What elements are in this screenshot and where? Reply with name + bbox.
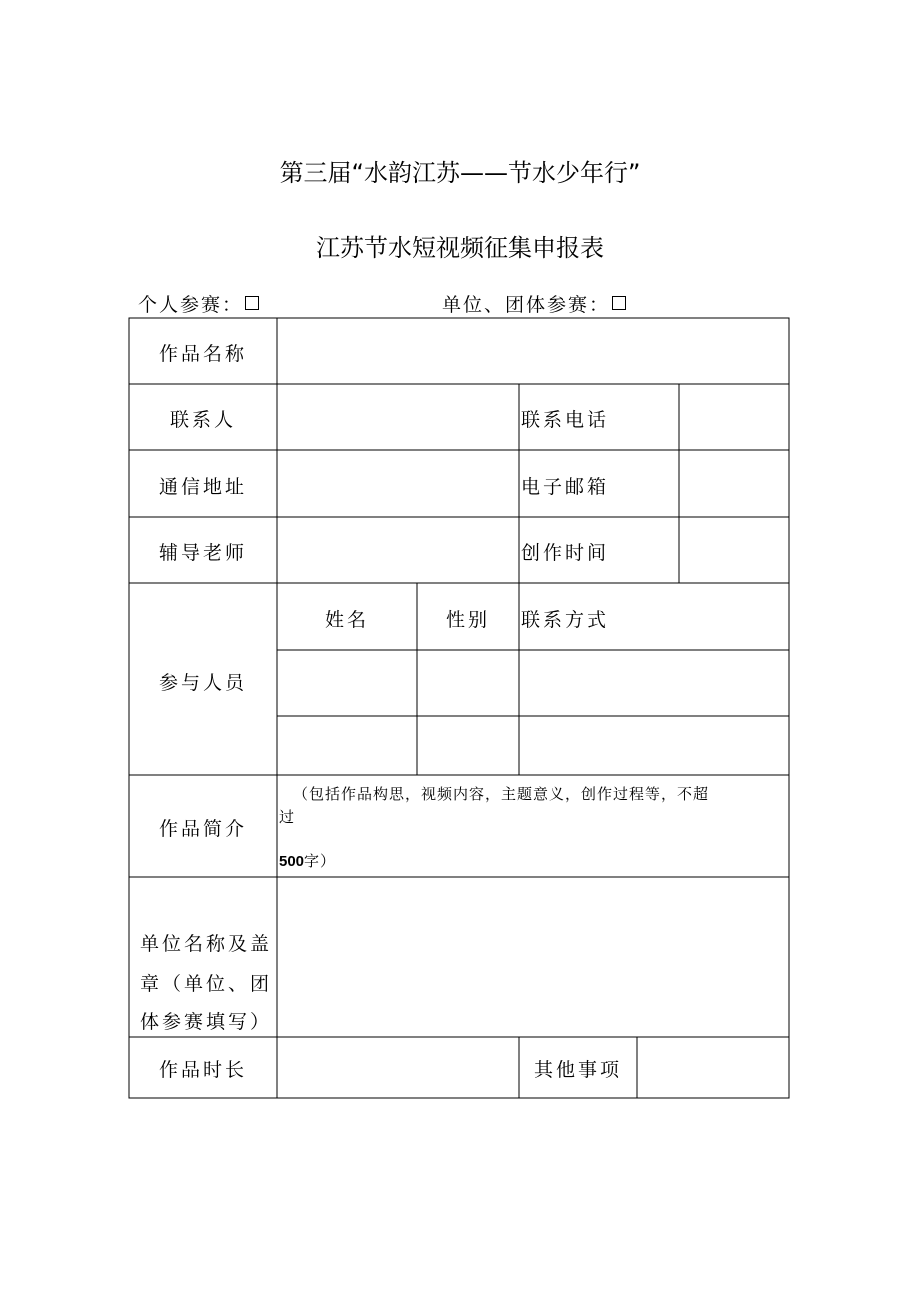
intro-hint-line1: （包括作品构思，视频内容，主题意义，创作过程等，不超 <box>293 785 710 803</box>
form-title-line1: 第三届“水韵江苏——节水少年行” <box>279 159 641 187</box>
duration-field[interactable] <box>279 1039 517 1096</box>
participant-name-field[interactable] <box>279 718 415 773</box>
work-name-field[interactable] <box>279 320 787 382</box>
tutor-field[interactable] <box>279 519 517 581</box>
header-gender: 性别 <box>445 609 490 631</box>
unit-seal-field[interactable] <box>279 879 787 1035</box>
individual-participation-label: 个人参赛： <box>138 294 244 316</box>
label-contact-phone: 联系电话 <box>521 409 610 431</box>
other-field[interactable] <box>639 1039 787 1096</box>
intro-hint-line3 <box>279 850 336 871</box>
label-unit-line3: 体参赛填写） <box>140 1011 273 1033</box>
label-creation-time: 创作时间 <box>521 542 610 564</box>
form-title-line2: 江苏节水短视频征集申报表 <box>316 234 604 262</box>
participant-contact-field[interactable] <box>521 718 787 773</box>
header-name: 姓名 <box>324 609 369 631</box>
label-work-name: 作品名称 <box>158 343 247 365</box>
label-address: 通信地址 <box>158 476 247 498</box>
participant-gender-field[interactable] <box>419 718 517 773</box>
contact-person-field[interactable] <box>279 386 517 448</box>
label-unit-line1: 单位名称及盖 <box>140 933 273 955</box>
address-field[interactable] <box>279 452 517 515</box>
label-intro: 作品简介 <box>158 818 247 840</box>
group-participation-label: 单位、团体参赛： <box>442 294 611 316</box>
intro-hint-number: 500 <box>279 853 305 870</box>
label-duration: 作品时长 <box>158 1059 247 1081</box>
participant-contact-field[interactable] <box>521 652 787 714</box>
participant-gender-field[interactable] <box>419 652 517 714</box>
creation-time-field[interactable] <box>681 519 787 581</box>
contact-phone-field[interactable] <box>681 386 787 448</box>
intro-hint-suffix: 字） <box>304 852 337 870</box>
intro-hint-line2: 过 <box>279 808 296 826</box>
email-field[interactable] <box>681 452 787 515</box>
label-other: 其他事项 <box>533 1059 622 1081</box>
label-tutor: 辅导老师 <box>158 542 247 564</box>
label-email: 电子邮箱 <box>521 476 610 498</box>
label-unit-line2: 章（单位、团 <box>140 973 273 995</box>
label-participants: 参与人员 <box>158 672 247 694</box>
label-contact-person: 联系人 <box>169 409 236 431</box>
participant-name-field[interactable] <box>279 652 415 714</box>
header-contact: 联系方式 <box>521 609 610 631</box>
